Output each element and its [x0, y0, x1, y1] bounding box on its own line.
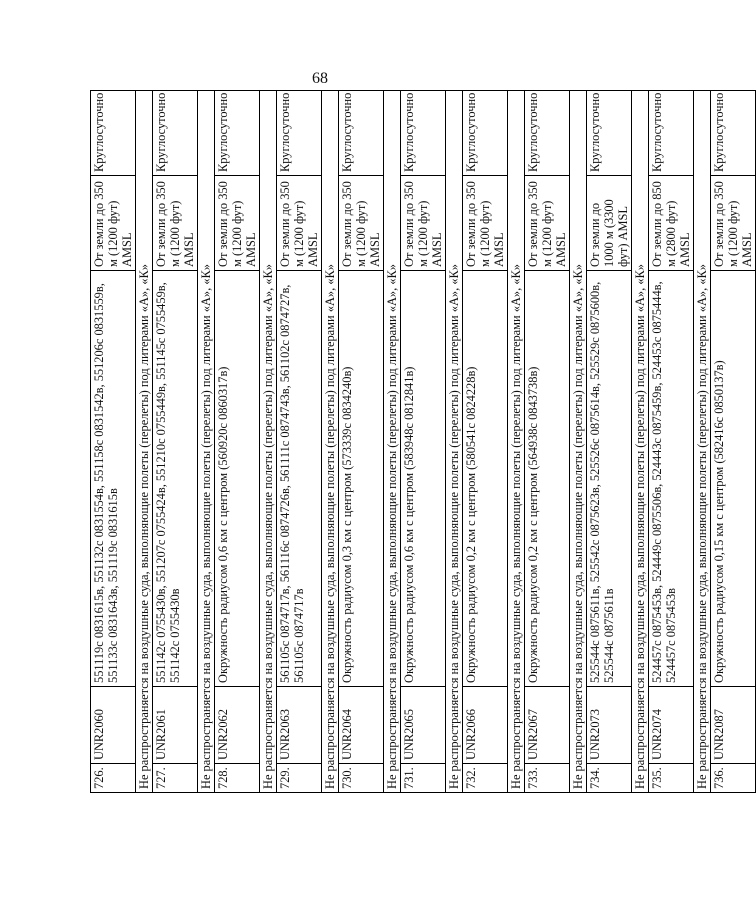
zone-code-cell: UNR2064	[339, 687, 384, 764]
note-cell: Не распространяется на воздушные суда, выполняющие полеты (перелеты) под литерами «А», «К»	[384, 91, 401, 793]
note-row	[446, 91, 463, 793]
note-row	[508, 91, 525, 793]
note-cell: Не распространяется на воздушные суда, выполняющие полеты (перелеты) под литерами «А», «К»	[136, 91, 153, 793]
operating-time-cell: Круглосуточно	[277, 91, 322, 176]
row-number-cell: 735.	[649, 764, 694, 793]
note-row	[322, 91, 339, 793]
operating-time-cell: Круглосуточно	[153, 91, 198, 176]
zone-code-cell: UNR2067	[525, 687, 570, 764]
table-row	[215, 91, 260, 793]
altitude-limit-cell: От земли до 1000 м (3300 фут) AMSL	[587, 176, 632, 271]
rotated-table-container	[90, 90, 754, 793]
coordinates-cell: Окружность радиусом 0,6 км с центром (583948с 0812841в)	[401, 271, 446, 687]
coordinates-cell: Окружность радиусом 0,3 км с центром (573339с 0834240в)	[339, 271, 384, 687]
zone-code-cell: UNR2087	[711, 687, 756, 764]
table-row	[711, 91, 756, 793]
page-number: 68	[312, 70, 328, 87]
note-cell: Не распространяется на воздушные суда, выполняющие полеты (перелеты) под литерами «А», «К»	[198, 91, 215, 793]
coordinates-cell: 525544с 0875611в, 525542с 0875623в, 525526с 0875614в, 525529с 0875600в, 525544с 0875611в	[587, 271, 632, 687]
note-cell: Не распространяется на воздушные суда, выполняющие полеты (перелеты) под литерами «А», «К»	[570, 91, 587, 793]
row-number-cell: 729.	[277, 764, 322, 793]
table-row	[339, 91, 384, 793]
row-number-cell: 726.	[91, 764, 136, 793]
coordinates-cell: Окружность радиусом 0,2 км с центром (580541с 0824228в)	[463, 271, 508, 687]
zone-code-cell: UNR2073	[587, 687, 632, 764]
table-row	[91, 91, 136, 793]
note-row	[632, 91, 649, 793]
coordinates-cell: Окружность радиусом 0,6 км с центром (560920с 0860317в)	[215, 271, 260, 687]
note-row	[384, 91, 401, 793]
operating-time-cell: Круглосуточно	[215, 91, 260, 176]
table-row	[649, 91, 694, 793]
row-number-cell: 734.	[587, 764, 632, 793]
table-row	[587, 91, 632, 793]
row-number-cell: 736.	[711, 764, 756, 793]
coordinates-cell: 524457с 0875453в, 524449с 0875506в, 524443с 0875459в, 524453с 0875444в, 524457с 0875453в	[649, 271, 694, 687]
note-cell: Не распространяется на воздушные суда, выполняющие полеты (перелеты) под литерами «А», «К»	[322, 91, 339, 793]
table-row	[463, 91, 508, 793]
altitude-limit-cell: От земли до 350 м (1200 фут) AMSL	[463, 176, 508, 271]
zone-code-cell: UNR2066	[463, 687, 508, 764]
restricted-areas-table	[90, 90, 756, 793]
note-cell: Не распространяется на воздушные суда, выполняющие полеты (перелеты) под литерами «А», «К»	[632, 91, 649, 793]
altitude-limit-cell: От земли до 350 м (1200 фут) AMSL	[215, 176, 260, 271]
altitude-limit-cell: От земли до 350 м (1200 фут) AMSL	[91, 176, 136, 271]
operating-time-cell: Круглосуточно	[587, 91, 632, 176]
table-row	[401, 91, 446, 793]
note-cell: Не распространяется на воздушные суда, выполняющие полеты (перелеты) под литерами «А», «К»	[260, 91, 277, 793]
row-number-cell: 730.	[339, 764, 384, 793]
note-row	[136, 91, 153, 793]
operating-time-cell: Круглосуточно	[463, 91, 508, 176]
row-number-cell: 731.	[401, 764, 446, 793]
operating-time-cell: Круглосуточно	[401, 91, 446, 176]
zone-code-cell: UNR2074	[649, 687, 694, 764]
note-row	[260, 91, 277, 793]
note-row	[570, 91, 587, 793]
altitude-limit-cell: От земли до 850 м (2800 фут) AMSL	[649, 176, 694, 271]
altitude-limit-cell: От земли до 350 м (1200 фут) AMSL	[525, 176, 570, 271]
zone-code-cell: UNR2065	[401, 687, 446, 764]
operating-time-cell: Круглосуточно	[339, 91, 384, 176]
coordinates-cell: 561105с 0874717в, 561116с 0874726в, 561111с 0874743в, 561102с 0874727в, 561105с 0874717в	[277, 271, 322, 687]
coordinates-cell: Окружность радиусом 0,15 км с центром (582416с 0850137в)	[711, 271, 756, 687]
operating-time-cell: Круглосуточно	[525, 91, 570, 176]
zone-code-cell: UNR2063	[277, 687, 322, 764]
operating-time-cell: Круглосуточно	[711, 91, 756, 176]
altitude-limit-cell: От земли до 350 м (1200 фут) AMSL	[401, 176, 446, 271]
zone-code-cell: UNR2061	[153, 687, 198, 764]
table-body	[91, 91, 756, 793]
note-row	[694, 91, 711, 793]
row-number-cell: 732.	[463, 764, 508, 793]
row-number-cell: 727.	[153, 764, 198, 793]
zone-code-cell: UNR2060	[91, 687, 136, 764]
coordinates-cell: 551119с 0831615в, 551132с 0831554в, 551158с 0831542в, 551206с 0831559в, 551133с 0831643в, 551119с 0831615в	[91, 271, 136, 687]
altitude-limit-cell: От земли до 350 м (1200 фут) AMSL	[153, 176, 198, 271]
operating-time-cell: Круглосуточно	[91, 91, 136, 176]
row-number-cell: 733.	[525, 764, 570, 793]
altitude-limit-cell: От земли до 350 м (1200 фут) AMSL	[711, 176, 756, 271]
zone-code-cell: UNR2062	[215, 687, 260, 764]
table-row	[153, 91, 198, 793]
table-row	[525, 91, 570, 793]
altitude-limit-cell: От земли до 350 м (1200 фут) AMSL	[339, 176, 384, 271]
note-cell: Не распространяется на воздушные суда, выполняющие полеты (перелеты) под литерами «А», «К»	[508, 91, 525, 793]
coordinates-cell: Окружность радиусом 0,2 км с центром (564938с 0843738в)	[525, 271, 570, 687]
note-row	[198, 91, 215, 793]
row-number-cell: 728.	[215, 764, 260, 793]
note-cell: Не распространяется на воздушные суда, выполняющие полеты (перелеты) под литерами «А», «К»	[446, 91, 463, 793]
note-cell: Не распространяется на воздушные суда, выполняющие полеты (перелеты) под литерами «А», «К»	[694, 91, 711, 793]
table-row	[277, 91, 322, 793]
altitude-limit-cell: От земли до 350 м (1200 фут) AMSL	[277, 176, 322, 271]
operating-time-cell: Круглосуточно	[649, 91, 694, 176]
coordinates-cell: 551142с 0755430в, 551207с 0755424в, 551210с 0755449в, 551145с 0755459в, 551142с 0755430в	[153, 271, 198, 687]
